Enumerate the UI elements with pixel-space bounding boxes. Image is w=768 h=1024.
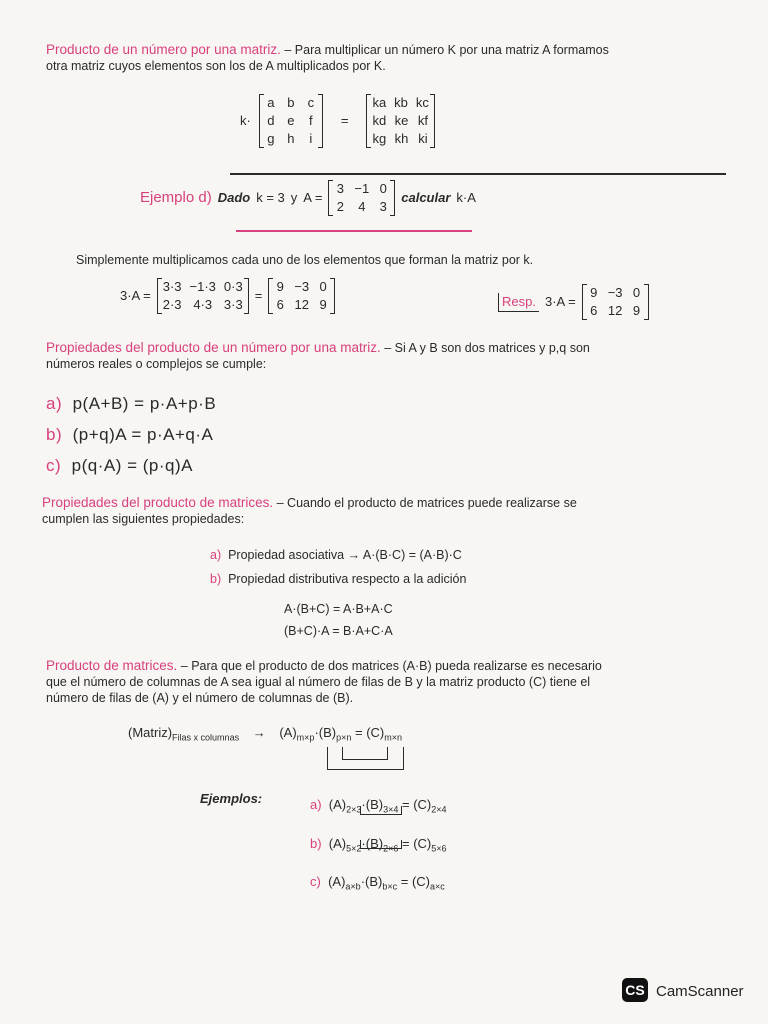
pink-underline [236, 230, 472, 232]
divider-line [230, 173, 726, 175]
distributive-property: b) Propiedad distributiva respecto a la adición [210, 572, 467, 586]
distributive-formulas: A·(B+C) = A·B+A·C (B+C)·A = B·A+C·A [284, 602, 393, 638]
camscanner-name: CamScanner [656, 983, 744, 1000]
matrix-a-example: 3 −1 0 2 4 3 [328, 180, 395, 216]
section-1-title: Producto de un número por una matriz. [46, 42, 281, 57]
connector-example-a [360, 806, 402, 815]
formula-scalar-matrix [240, 94, 435, 148]
section-3-title: Propiedades del producto de matrices. [42, 495, 274, 510]
matrix-abc: a b c d e f g h i [259, 94, 323, 148]
resp-label: Resp. [498, 293, 539, 312]
section-1-text-2: otra matriz cuyos elementos son los de A multiplicados por K. [46, 59, 386, 73]
associative-property: a) Propiedad asociativa → A·(B·C) = (A·B)·C [210, 548, 462, 562]
formula-equals: = [340, 113, 349, 128]
section-1-text-1: Para multiplicar un número K por una matriz A formamos [294, 43, 609, 57]
example-label: Ejemplo d) [140, 189, 212, 206]
matrix-result: 9 −3 0 6 12 9 [268, 278, 335, 314]
property-b: b) (p+q)A = p·A+q·A [46, 425, 214, 444]
scalar-properties [46, 388, 216, 481]
formula-k: k· [240, 113, 251, 128]
example-b: b) $(A)_{5\times 2}\cdot(B)_{2\times 6} = (C)_{5\times 6}$ [310, 835, 447, 854]
examples-label: Ejemplos: [200, 791, 263, 806]
solution-text: Simplemente multiplicamos cada uno de los elementos que forman la matriz por k. [76, 253, 534, 267]
section-1-paragraph: Producto de un número por una matriz. – Para multiplicar un número K por una matriz A formamos otra matriz cuyos elementos son los de A multiplicados por K. [46, 42, 609, 73]
section-4-title: Producto de matrices. [46, 658, 178, 673]
solution-formula: 3·A = 3·3 −1·3 0·3 2·3 4·3 3·3 = 9 −3 0 6 12 9 [120, 278, 335, 314]
camscanner-logo: CS [622, 978, 648, 1002]
connector-mn [327, 747, 404, 770]
matrix-properties [210, 543, 466, 591]
example-a: a) $(A)_{2\times 3}\cdot(B)_{3\times 4} = (C)_{2\times 4}$ [310, 797, 447, 815]
connector-example-b [360, 840, 402, 849]
matrix-products: 3·3 −1·3 0·3 2·3 4·3 3·3 [157, 278, 249, 314]
dimension-rule: $(Matriz)_{Filas x columnas} \to (A)_{m\times p}\cdot(B)_{p\times n} = (C)_{m\times n}$ [128, 725, 403, 743]
example-c: c) $(A)_{a\times b}\cdot(B)_{b\times c} = (C)_{a\times c}$ [310, 874, 445, 892]
response: Resp. 3·A = 9 −3 0 6 12 9 [498, 284, 649, 320]
property-a: a) p(A+B) = p·A+p·B [46, 394, 217, 413]
section-2-title: Propiedades del producto de un número por una matriz. [46, 340, 381, 355]
section-3-paragraph: Propiedades del producto de matrices. – Cuando el producto de matrices puede realizarse se cumplen las siguientes propiedades: [42, 495, 577, 526]
matrix-response: 9 −3 0 6 12 9 [582, 284, 649, 320]
property-c: c) p(q·A) = (p·q)A [46, 456, 193, 475]
matrix-kabc: ka kb kc kd ke kf kg kh ki [366, 94, 434, 148]
section-4-paragraph: Producto de matrices. – Para que el producto de dos matrices (A·B) pueda realizarse es necesario que el número de columnas de A sea igual al número de filas de B y la matriz producto (C) tiene el número de filas de (A) y el número de columnas de (B). [46, 658, 602, 705]
section-2-paragraph: Propiedades del producto de un número por una matriz. – Si A y B son dos matrices y p,q son números reales o complejos se cumple: [46, 340, 590, 371]
example-d: Ejemplo d) Dado k = 3 y A = 3 −1 0 2 4 3 calcular k·A [140, 181, 476, 214]
